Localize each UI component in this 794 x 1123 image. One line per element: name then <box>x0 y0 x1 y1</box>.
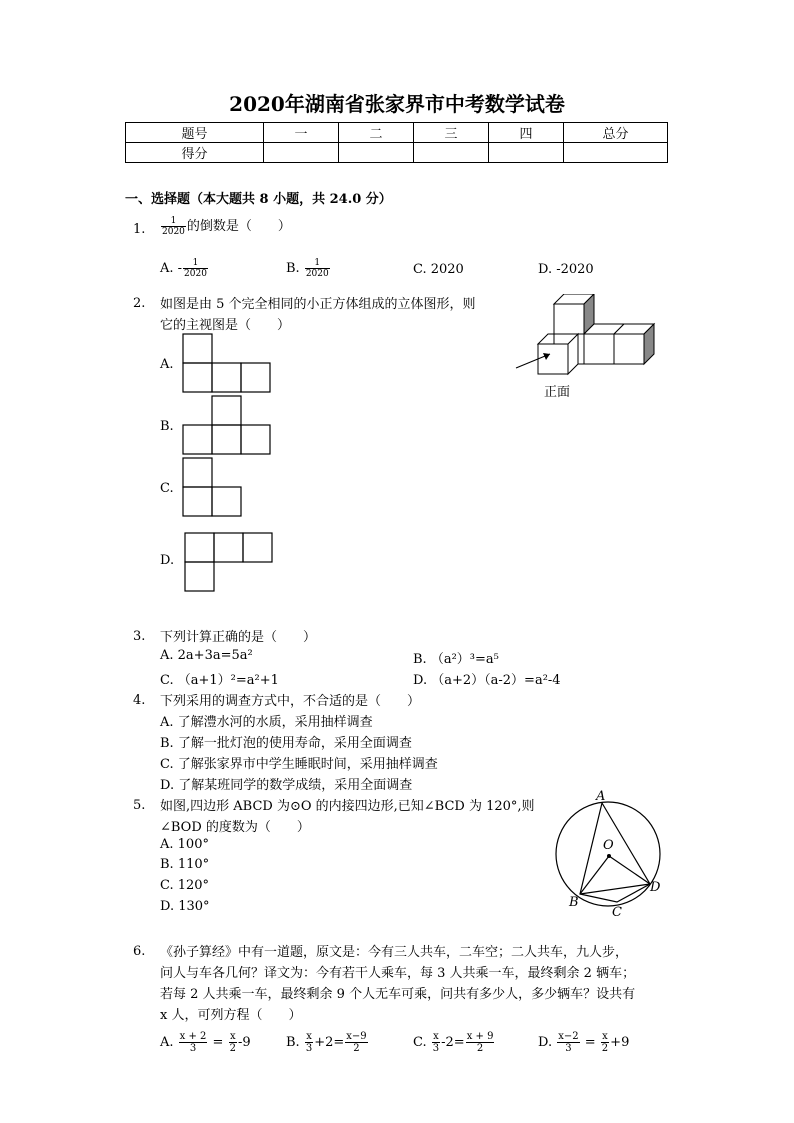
option-b[interactable]: B. <box>160 419 174 434</box>
question-6-line2: 问人与车各几何？译文为：今有若干人乘车，每 3 人共乘一车，最终剩余 2 辆车； <box>160 966 636 981</box>
fraction: $\frac{x}{2}$ <box>601 1031 609 1054</box>
cube-face <box>538 344 568 374</box>
fraction: $\frac{1}{2020}$ <box>162 216 185 237</box>
cube-figure <box>510 294 670 404</box>
fraction: $\frac{x-9}{2}$ <box>346 1031 367 1054</box>
question-6-line3: 若每 2 人共乘一车，最终剩余 9 个人无车可乘，问共有多少人，多少辆车？设共有 <box>160 987 636 1002</box>
score-table-score-row <box>126 143 668 163</box>
quadrilateral-abcd <box>580 803 650 902</box>
header-cell: 二 <box>339 123 414 143</box>
question-number: 4. <box>133 693 146 708</box>
exam-title: 2020年湖南省张家界市中考数学试卷 <box>229 92 565 116</box>
question-6-line4: x 人，可列方程（ ） <box>160 1008 302 1023</box>
score-table <box>125 122 668 163</box>
question-3-stem: 下列计算正确的是（ ） <box>160 630 317 645</box>
option-c[interactable]: C. 2020 <box>413 262 464 277</box>
fraction: $\frac{x}{3}$ <box>305 1031 313 1054</box>
segment-od <box>609 856 650 884</box>
option-c[interactable]: C. （a+1）²=a²+1 <box>160 673 279 688</box>
point-b-label: B <box>569 895 579 910</box>
option-c[interactable]: C. 了解张家界市中学生睡眠时间，采用抽样调查 <box>160 757 438 772</box>
option-d[interactable]: D. 130° <box>160 899 210 914</box>
header-cell: 四 <box>489 123 564 143</box>
segment-bd <box>580 884 650 894</box>
option-b[interactable]: B. $\frac{1}{2020}$ <box>286 258 329 279</box>
option-b[interactable]: B. 了解一批灯泡的使用寿命，采用全面调查 <box>160 736 412 751</box>
option-a[interactable]: A. <box>160 357 174 372</box>
option-d[interactable]: D. <box>160 553 175 568</box>
score-cell[interactable] <box>489 143 564 163</box>
option-b[interactable]: B. 110° <box>160 857 210 872</box>
option-c[interactable]: C. 120° <box>160 878 210 893</box>
score-cell[interactable] <box>339 143 414 163</box>
option-a[interactable]: A. - $\frac{1}{2020}$ <box>160 258 207 279</box>
question-4-stem: 下列采用的调查方式中，不合适的是（ ） <box>160 694 421 709</box>
header-cell: 题号 <box>126 123 264 143</box>
front-label: 正面 <box>544 385 571 400</box>
score-cell[interactable] <box>264 143 339 163</box>
option-a-figure <box>182 333 272 393</box>
option-a[interactable]: A. 了解澧水河的水质，采用抽样调查 <box>160 715 373 730</box>
option-c-figure <box>182 457 244 517</box>
option-c[interactable]: C. $\frac{x}{3}$ -2= $\frac{x + 9}{2}$ <box>413 1031 494 1054</box>
question-number: 5. <box>133 798 146 813</box>
cube-face <box>584 334 614 364</box>
question-number: 3. <box>133 629 146 644</box>
option-d[interactable]: D. -2020 <box>538 262 594 277</box>
header-cell: 一 <box>264 123 339 143</box>
score-table-header-row <box>126 123 668 143</box>
fraction: $\frac{1}{2020}$ <box>305 258 329 279</box>
fraction: $\frac{x}{3}$ <box>432 1031 440 1054</box>
option-a[interactable]: A. 100° <box>160 837 209 852</box>
center-point <box>607 854 611 858</box>
option-b[interactable]: B. （a²）³=a⁵ <box>413 652 499 667</box>
option-b[interactable]: B. $\frac{x}{3}$ +2= $\frac{x-9}{2}$ <box>286 1031 367 1054</box>
header-cell: 总分 <box>564 123 668 143</box>
cube-face <box>614 334 644 364</box>
question-1-stem: $\frac{1}{2020}$ 的倒数是（ ） <box>162 216 291 237</box>
question-number: 6. <box>133 944 146 959</box>
fraction: $\frac{1}{2020}$ <box>184 258 207 279</box>
option-d[interactable]: D. $\frac{x-2}{3}$ = $\frac{x}{2}$ +9 <box>538 1031 630 1054</box>
point-o-label: O <box>603 838 614 853</box>
question-5-line1: 如图,四边形 ABCD 为⊙O 的内接四边形,已知∠BCD 为 120°,则 <box>160 799 535 814</box>
point-d-label: D <box>650 880 661 895</box>
question-number: 2. <box>133 296 146 311</box>
option-b-figure <box>182 395 272 455</box>
option-a[interactable]: A. 2a+3a=5a² <box>160 648 253 663</box>
question-5-line2: ∠BOD 的度数为（ ） <box>160 820 310 835</box>
fraction: $\frac{x-2}{3}$ <box>558 1031 579 1054</box>
section-heading: 一、选择题（本大题共 8 小题，共 24.0 分） <box>125 192 392 207</box>
fraction: $\frac{x}{2}$ <box>229 1031 236 1054</box>
option-c[interactable]: C. <box>160 481 174 496</box>
score-cell[interactable] <box>564 143 668 163</box>
score-cell[interactable] <box>414 143 489 163</box>
question-2-line1: 如图是由 5 个完全相同的小正方体组成的立体图形，则 <box>160 297 476 312</box>
point-c-label: C <box>612 905 622 920</box>
option-d[interactable]: D. （a+2）（a-2）=a²-4 <box>413 673 561 688</box>
row-label-cell: 得分 <box>126 143 264 163</box>
fraction: $\frac{x + 9}{2}$ <box>466 1031 494 1054</box>
header-cell: 三 <box>414 123 489 143</box>
fraction: $\frac{x + 2}{3}$ <box>179 1031 207 1054</box>
cube-face <box>554 304 584 334</box>
question-number: 1. <box>133 222 146 237</box>
point-a-label: A <box>596 789 606 804</box>
option-a[interactable]: A. $\frac{x + 2}{3}$ = $\frac{x}{2}$ -9 <box>160 1031 251 1054</box>
option-d[interactable]: D. 了解某班同学的数学成绩，采用全面调查 <box>160 778 413 793</box>
option-d-figure <box>184 532 274 592</box>
question-6-line1: 《孙子算经》中有一道题，原文是：今有三人共车，二车空；二人共车，九人步， <box>160 945 629 960</box>
question-2-line2: 它的主视图是（ ） <box>160 318 291 333</box>
